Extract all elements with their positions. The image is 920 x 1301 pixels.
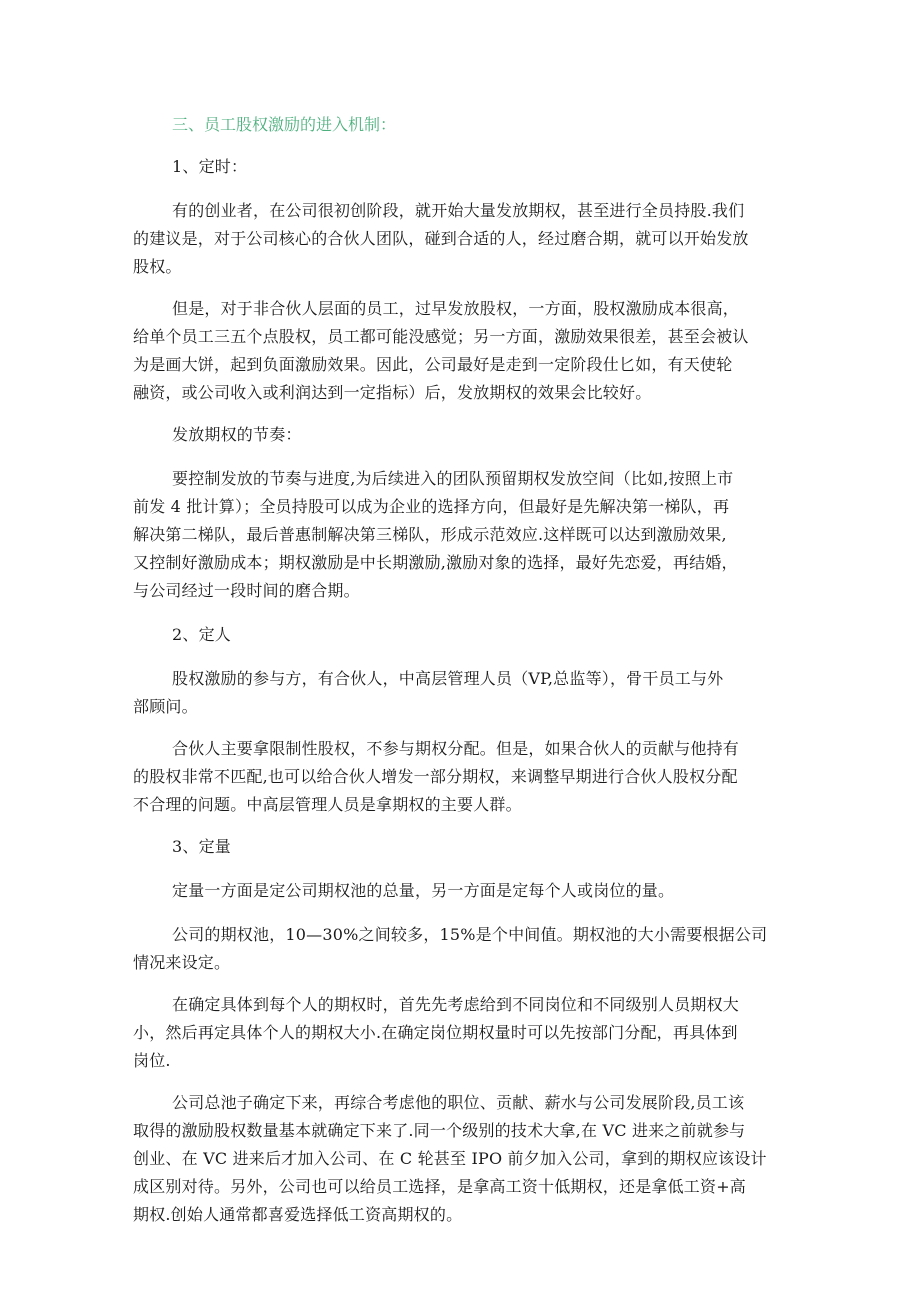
paragraph-line: 成区别对待。另外，公司也可以给员工选择，是拿高工资十低期权，还是拿低工资+高 [133,1177,747,1196]
paragraph-line: 股权。 [133,257,182,276]
paragraph-line: 与公司经过一段时间的磨合期。 [133,581,360,600]
paragraph-line: 小，然后再定具体个人的期权大小.在确定岗位期权量时可以先按部门分配，再具体到 [133,1023,738,1042]
paragraph-line: 给单个员工三五个点股权，员工都可能没感觉；另一方面，激励效果很差，甚至会被认 [133,327,749,346]
paragraph-line: 有的创业者，在公司很初创阶段，就开始大量发放期权，甚至进行全员持股.我们 [172,201,745,220]
paragraph-line: 合伙人主要拿限制性股权，不参与期权分配。但是，如果合伙人的贡献与他持有 [172,739,740,758]
section-title: 三、员工股权激励的进入机制： [172,115,397,134]
paragraph-line: 不合理的问题。中高层管理人员是拿期权的主要人群。 [133,795,522,814]
paragraph-line: 前发 4 批计算）；全员持股可以成为企业的选择方向，但最好是先解决第一梯队，再 [133,497,730,516]
paragraph-line: 要控制发放的节奏与进度,为后续进入的团队预留期权发放空间（比如,按照上市 [172,469,734,488]
paragraph-line: 但是，对于非合伙人层面的员工，过早发放股权，一方面，股权激励成本很高， [172,299,740,318]
paragraph-line: 部顾问。 [133,697,198,716]
paragraph-line: 股权激励的参与方，有合伙人，中高层管理人员（VP,总监等），骨干员工与外 [172,669,724,688]
paragraph-line: 期权.创始人通常都喜爱选择低工资高期权的。 [133,1205,463,1224]
subsection-title-quantity: 3、定量 [172,837,231,856]
paragraph-line: 创业、在 VC 进来后才加入公司、在 C 轮甚至 IPO 前夕加入公司，拿到的期权应该设计 [133,1149,767,1168]
subsection-title-timing: 1、定时： [172,157,248,176]
paragraph-line: 岗位. [133,1051,171,1070]
paragraph-line: 又控制好激励成本；期权激励是中长期激励,激励对象的选择，最好先恋爱，再结婚， [133,553,738,572]
paragraph-line: 的建议是，对于公司核心的合伙人团队，碰到合适的人，经过磨合期，就可以开始发放 [133,229,749,248]
paragraph-line: 情况来设定。 [133,953,231,972]
rhythm-title: 发放期权的节奏： [172,425,302,444]
paragraph-line: 定量一方面是定公司期权池的总量，另一方面是定每个人或岗位的量。 [172,881,675,900]
paragraph-line: 解决第二梯队，最后普惠制解决第三梯队，形成示范效应.这样既可以达到激励效果, [133,525,727,544]
paragraph-line: 取得的激励股权数量基本就确定下来了.同一个级别的技术大拿,在 VC 进来之前就参与 [133,1121,746,1140]
paragraph-line: 的股权非常不匹配,也可以给合伙人增发一部分期权，来调整早期进行合伙人股权分配 [133,767,738,786]
subsection-title-people: 2、定人 [172,625,231,644]
paragraph-line: 在确定具体到每个人的期权时，首先先考虑给到不同岗位和不同级别人员期权大 [172,995,740,1014]
paragraph-line: 公司的期权池，10—30%之间较多，15%是个中间值。期权池的大小需要根据公司 [172,925,768,944]
paragraph-line: 公司总池子确定下来，再综合考虑他的职位、贡献、薪水与公司发展阶段,员工该 [172,1093,745,1112]
paragraph-line: 为是画大饼，起到负面激励效果。因此，公司最好是走到一定阶段仕匕如，有天使轮 [133,355,733,374]
paragraph-line: 融资，或公司收入或利润达到一定指标）后，发放期权的效果会比较好。 [133,383,652,402]
